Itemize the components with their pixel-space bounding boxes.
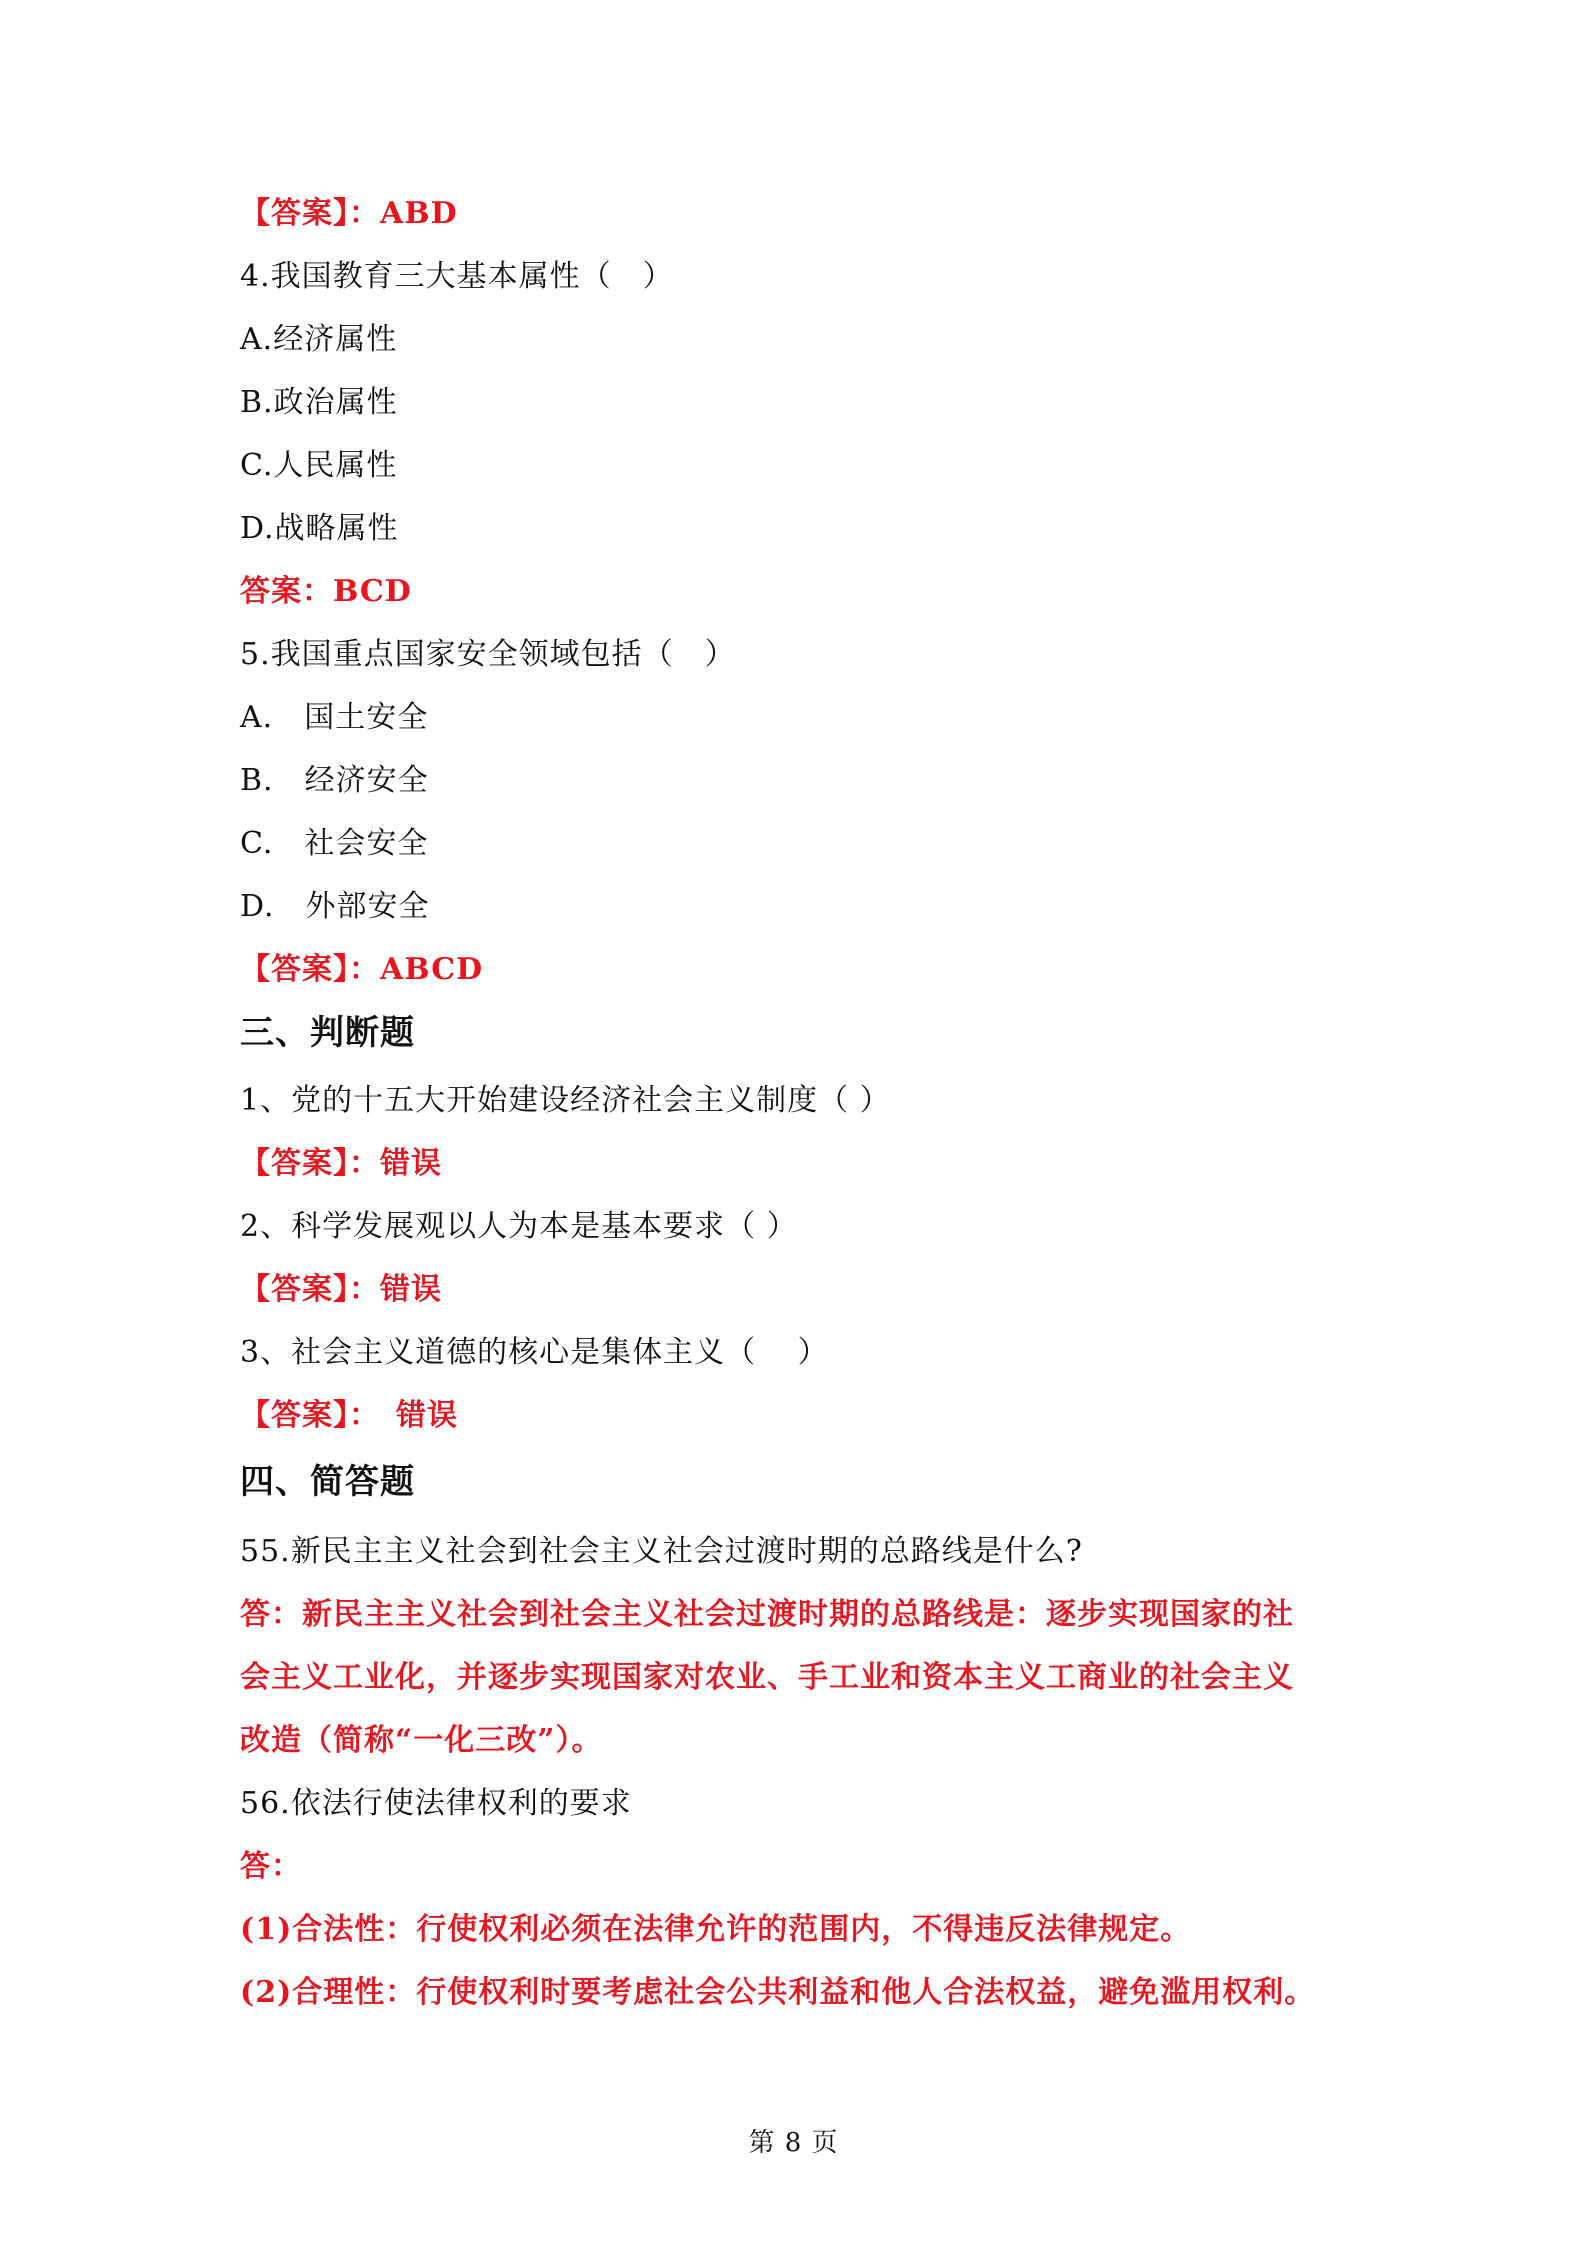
question-5-stem: 5.我国重点国家安全领域包括（ ） bbox=[240, 637, 736, 672]
question-55-answer-line-2: 会主义工业化，并逐步实现国家对农业、手工业和资本主义工商业的社会主义 bbox=[240, 1660, 1294, 1695]
section-4-title: 四、简答题 bbox=[240, 1462, 415, 1502]
judge-1-answer: 【答案】：错误 bbox=[240, 1146, 442, 1181]
question-55-answer-line-1: 答：新民主主义社会到社会主义社会过渡时期的总路线是：逐步实现国家的社 bbox=[240, 1597, 1294, 1632]
question-56-stem: 56.依法行使法律权利的要求 bbox=[240, 1786, 632, 1821]
judge-1-question: 1、党的十五大开始建设经济社会主义制度（ ） bbox=[240, 1083, 891, 1118]
question-4-answer: 答案：BCD bbox=[240, 574, 412, 609]
question-4-option-d: D.战略属性 bbox=[240, 511, 399, 546]
section-3-title: 三、判断题 bbox=[240, 1013, 415, 1053]
question-4-stem: 4.我国教育三大基本属性（ ） bbox=[240, 259, 674, 294]
question-5-option-b: B. 经济安全 bbox=[240, 763, 429, 798]
question-5-option-d: D. 外部安全 bbox=[240, 889, 430, 924]
page-number: 第 8 页 bbox=[748, 2128, 839, 2158]
judge-3-question: 3、社会主义道德的核心是集体主义（ ） bbox=[240, 1335, 829, 1370]
question-4-option-c: C.人民属性 bbox=[240, 448, 398, 483]
question-5-option-a: A. 国土安全 bbox=[240, 700, 429, 735]
question-5-answer: 【答案】：ABCD bbox=[240, 952, 484, 987]
question-4-option-a: A.经济属性 bbox=[240, 322, 398, 357]
judge-2-question: 2、科学发展观以人为本是基本要求（ ） bbox=[240, 1209, 798, 1244]
question-56-answer-line-2: (2)合理性：行使权利时要考虑社会公共利益和他人合法权益，避免滥用权利。 bbox=[240, 1975, 1316, 2010]
question-56-answer-line-1: (1)合法性：行使权利必须在法律允许的范围内，不得违反法律规定。 bbox=[240, 1912, 1192, 1947]
question-56-answer-label: 答： bbox=[240, 1849, 302, 1884]
question-5-option-c: C. 社会安全 bbox=[240, 826, 429, 861]
judge-2-answer: 【答案】：错误 bbox=[240, 1272, 442, 1307]
answer-prev: 【答案】：ABD bbox=[240, 196, 458, 231]
judge-3-answer: 【答案】： 错误 bbox=[240, 1398, 458, 1433]
question-55-answer-line-3: 改造（简称“一化三改”）。 bbox=[240, 1723, 603, 1758]
question-55-stem: 55.新民主主义社会到社会主义社会过渡时期的总路线是什么? bbox=[240, 1534, 1083, 1569]
question-4-option-b: B.政治属性 bbox=[240, 385, 398, 420]
